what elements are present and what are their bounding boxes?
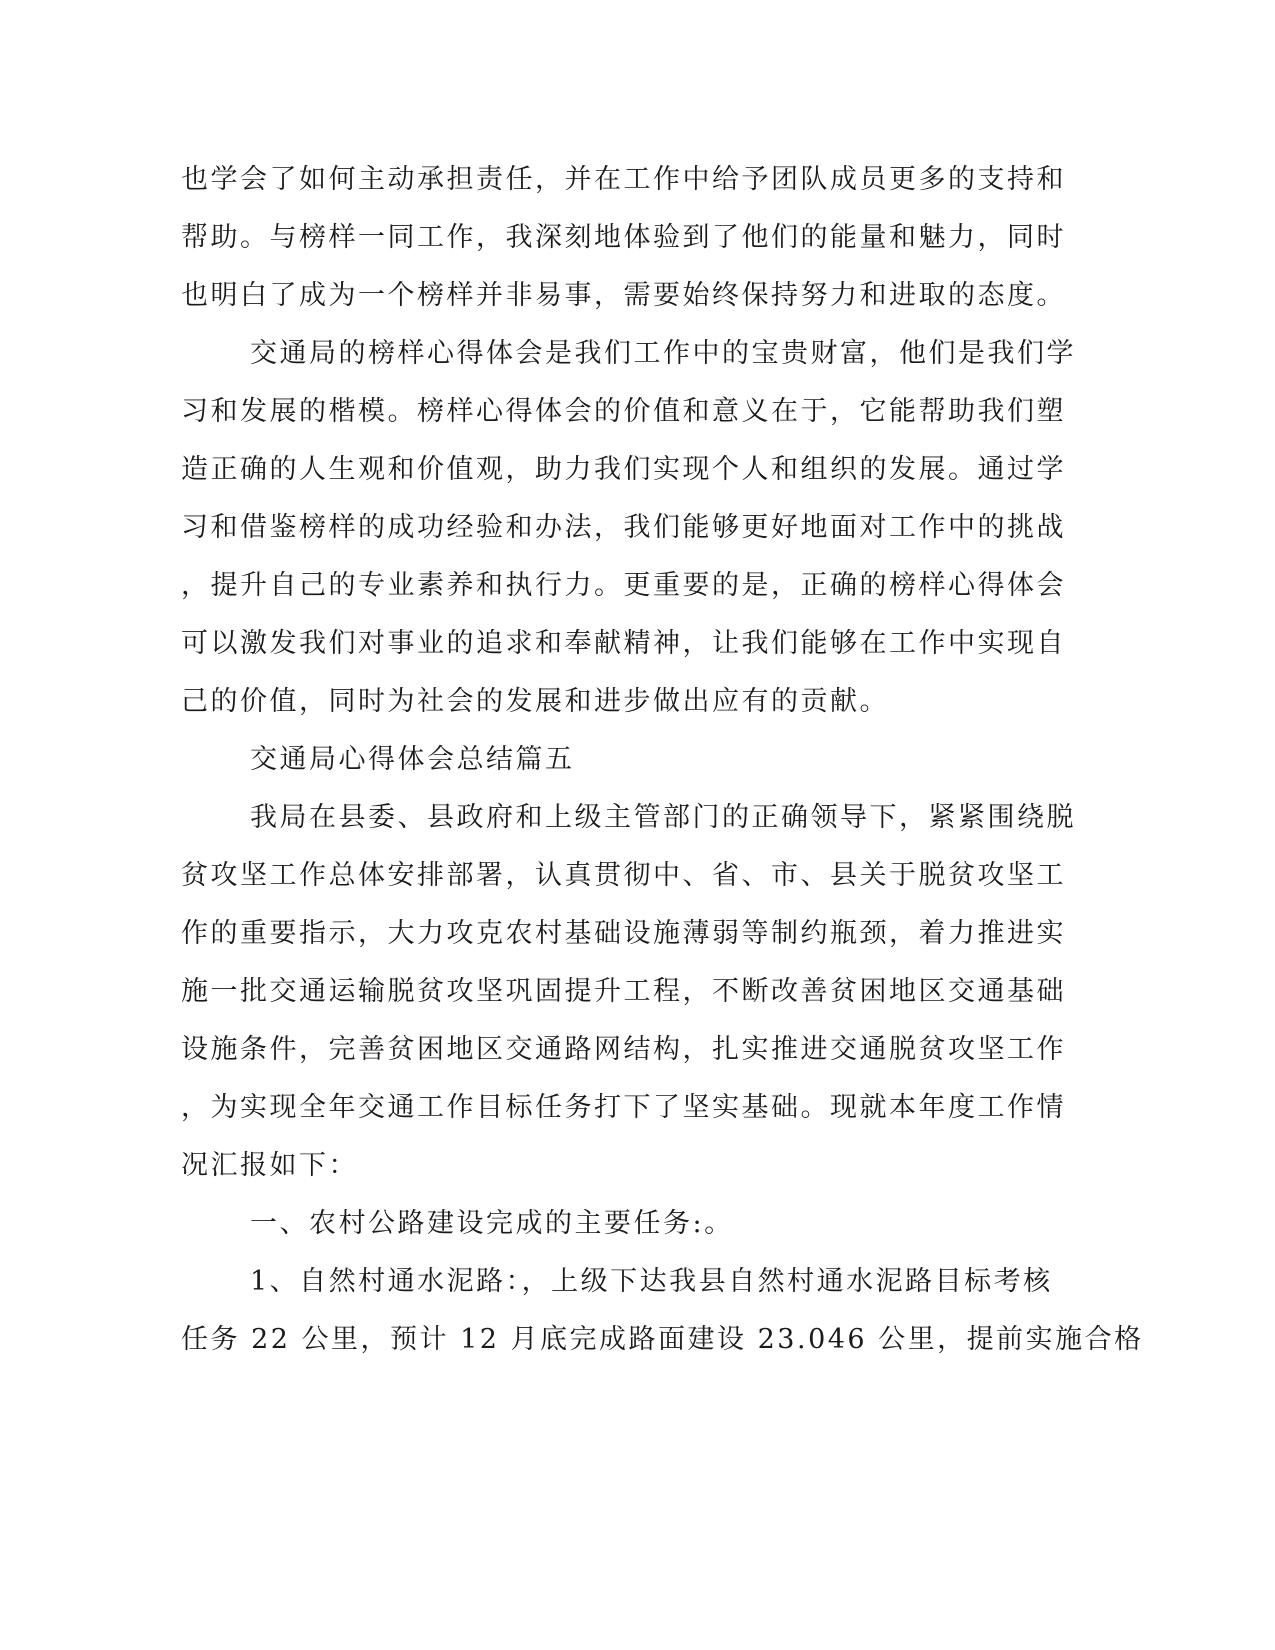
text-line: 作的重要指示，大力攻克农村基础设施薄弱等制约瓶颈，着力推进实 [181, 918, 1066, 949]
text-line: 习和借鉴榜样的成功经验和办法，我们能够更好地面对工作中的挑战 [181, 512, 1066, 543]
section-heading: 交通局心得体会总结篇五 [250, 744, 575, 775]
text-line: 设施条件，完善贫困地区交通路网结构，扎实推进交通脱贫攻坚工作 [181, 1034, 1066, 1065]
text-line: 也明白了成为一个榜样并非易事，需要始终保持努力和进取的态度。 [181, 280, 1066, 311]
paragraph-start-line: 1、自然村通水泥路：，上级下达我县自然村通水泥路目标考核 [250, 1266, 1053, 1297]
text-line: 造正确的人生观和价值观，助力我们实现个人和组织的发展。通过学 [181, 454, 1066, 485]
list-heading: 一、农村公路建设完成的主要任务:。 [250, 1208, 734, 1239]
paragraph-start-line: 我局在县委、县政府和上级主管部门的正确领导下，紧紧围绕脱 [250, 802, 1076, 833]
text-line: ，提升自己的专业素养和执行力。更重要的是，正确的榜样心得体会 [181, 570, 1066, 601]
text-line: 任务 22 公里，预计 12 月底完成路面建设 23.046 公里，提前实施合格 [181, 1324, 1144, 1355]
text-line: 贫攻坚工作总体安排部署，认真贯彻中、省、市、县关于脱贫攻坚工 [181, 860, 1066, 891]
text-line: ，为实现全年交通工作目标任务打下了坚实基础。现就本年度工作情 [181, 1092, 1066, 1123]
text-line: 也学会了如何主动承担责任，并在工作中给予团队成员更多的支持和 [181, 164, 1066, 195]
text-line: 施一批交通运输脱贫攻坚巩固提升工程，不断改善贫困地区交通基础 [181, 976, 1066, 1007]
text-line: 可以激发我们对事业的追求和奉献精神，让我们能够在工作中实现自 [181, 628, 1066, 659]
text-line: 帮助。与榜样一同工作，我深刻地体验到了他们的能量和魅力，同时 [181, 222, 1066, 253]
text-line: 况汇报如下： [181, 1150, 358, 1181]
paragraph-start-line: 交通局的榜样心得体会是我们工作中的宝贵财富，他们是我们学 [250, 338, 1076, 369]
text-line: 习和发展的楷模。榜样心得体会的价值和意义在于，它能帮助我们塑 [181, 396, 1066, 427]
text-line: 己的价值，同时为社会的发展和进步做出应有的贡献。 [181, 686, 889, 717]
